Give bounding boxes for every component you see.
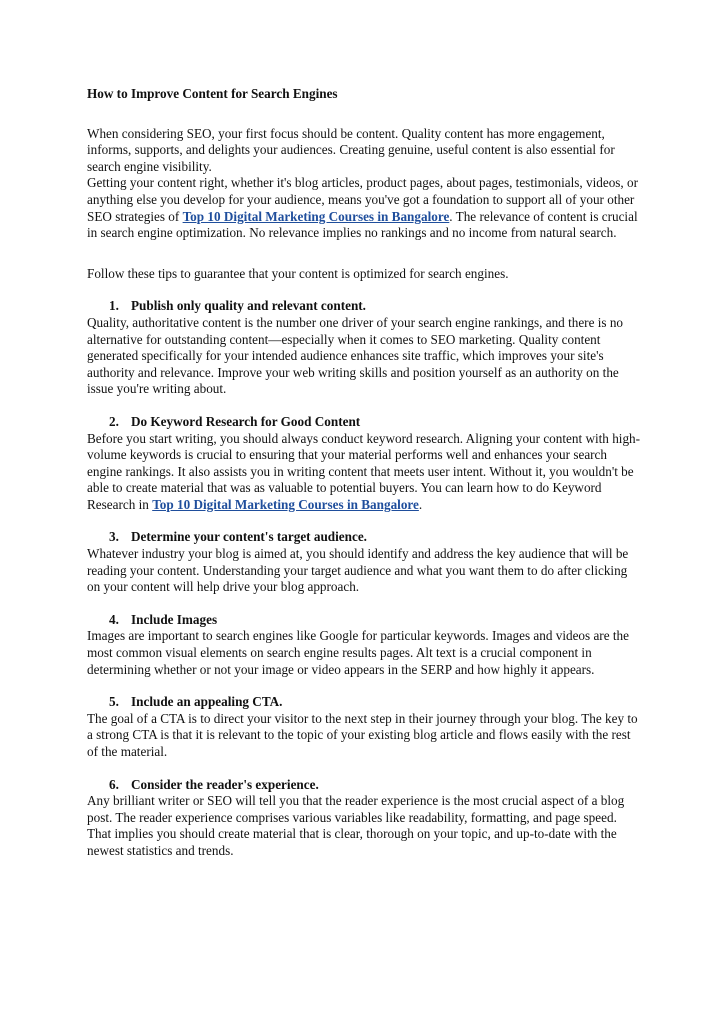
- section-body-4: Images are important to search engines like Google for particular keywords. Images and videos are the most common visual elements on search engine results pages. Alt text is a crucial component in determining whether or not your image or video appears in the SERP and how highly it appears.: [87, 628, 629, 677]
- section-number: 6.: [109, 776, 119, 792]
- document-page: [87, 86, 643, 860]
- section-number: 2.: [109, 413, 119, 429]
- intro-paragraph-2: [87, 175, 643, 241]
- section-body-3: Whatever industry your blog is aimed at, you should identify and address the key audience that will be reading your content. Understanding your target audience and what you want them to do after clicking on your content will help drive your blog approach.: [87, 546, 629, 595]
- section-body-5: The goal of a CTA is to direct your visitor to the next step in their journey through your blog. The key to a strong CTA is that it is relevant to the topic of your existing blog article and flows easily with the rest of the material.: [87, 710, 638, 759]
- section-title: Include an appealing CTA.: [131, 694, 283, 710]
- section-title: Publish only quality and relevant content.: [131, 298, 366, 314]
- section-heading-4: [87, 612, 643, 629]
- section-number: 5.: [109, 694, 119, 710]
- section-number: 3.: [109, 529, 119, 545]
- intro-paragraph-1: When considering SEO, your first focus should be content. Quality content has more engagement, informs, supports, and delights your audiences. Creating genuine, useful content is also essential for search engine visibility.: [87, 125, 615, 174]
- intro-paragraph-2-tail: . The relevance of content is crucial in search engine optimization. No relevance implies no rankings and no income from natural search.: [87, 208, 638, 241]
- document-title: How to Improve Content for Search Engines: [87, 86, 338, 101]
- section-heading-3: [87, 529, 643, 546]
- section-heading-2: [87, 414, 643, 431]
- intro-paragraph-2-text: Getting your content right, whether it's blog articles, product pages, about pages, testimonials, videos, or anything else you develop for your audience, means you've got a foundation to support all of your other SEO strategies of: [87, 175, 639, 224]
- section-title: Do Keyword Research for Good Content: [131, 413, 361, 429]
- courses-link-keyword[interactable]: Top 10 Digital Marketing Courses in Bangalore: [152, 496, 419, 512]
- section-number: 1.: [109, 298, 119, 314]
- courses-link-intro[interactable]: Top 10 Digital Marketing Courses in Bangalore: [182, 208, 450, 224]
- tips-intro: Follow these tips to guarantee that your content is optimized for search engines.: [87, 265, 509, 281]
- section-title: Include Images: [131, 611, 218, 627]
- section-body-6: Any brilliant writer or SEO will tell you that the reader experience is the most crucial aspect of a blog post. The reader experience comprises various variables like readability, formatting, and page speed. That implies you should create material that is clear, thorough on your topic, and up-to-date with the newest statistics and trends.: [87, 793, 625, 858]
- section-title: Determine your content's target audience.: [131, 529, 367, 545]
- section-body-2-text: Before you start writing, you should always conduct keyword research. Aligning your content with high-volume keywords is crucial to ensuring that your material performs well and enhances your search engine rankings. It also assists you in writing content that meets user intent. Without it, you wouldn't be able to create material that was as valuable to potential buyers. You can learn how to do Keyword Research in: [87, 430, 641, 512]
- section-body-2: [87, 431, 643, 514]
- section-body-1: Quality, authoritative content is the number one driver of your search engine rankings, and there is no alternative for outstanding content—especially when it comes to SEO marketing. Quality content generated specifically for your intended audience enhances site traffic, which improves your site's authority and relevance. Improve your web writing skills and position yourself as an authority on the issue you're writing about.: [87, 314, 624, 397]
- section-title: Consider the reader's experience.: [131, 776, 319, 792]
- section-heading-5: [87, 694, 643, 711]
- section-number: 4.: [109, 611, 119, 627]
- section-heading-6: [87, 777, 643, 794]
- section-heading-1: [87, 298, 643, 315]
- section-body-2-tail: .: [418, 496, 423, 512]
